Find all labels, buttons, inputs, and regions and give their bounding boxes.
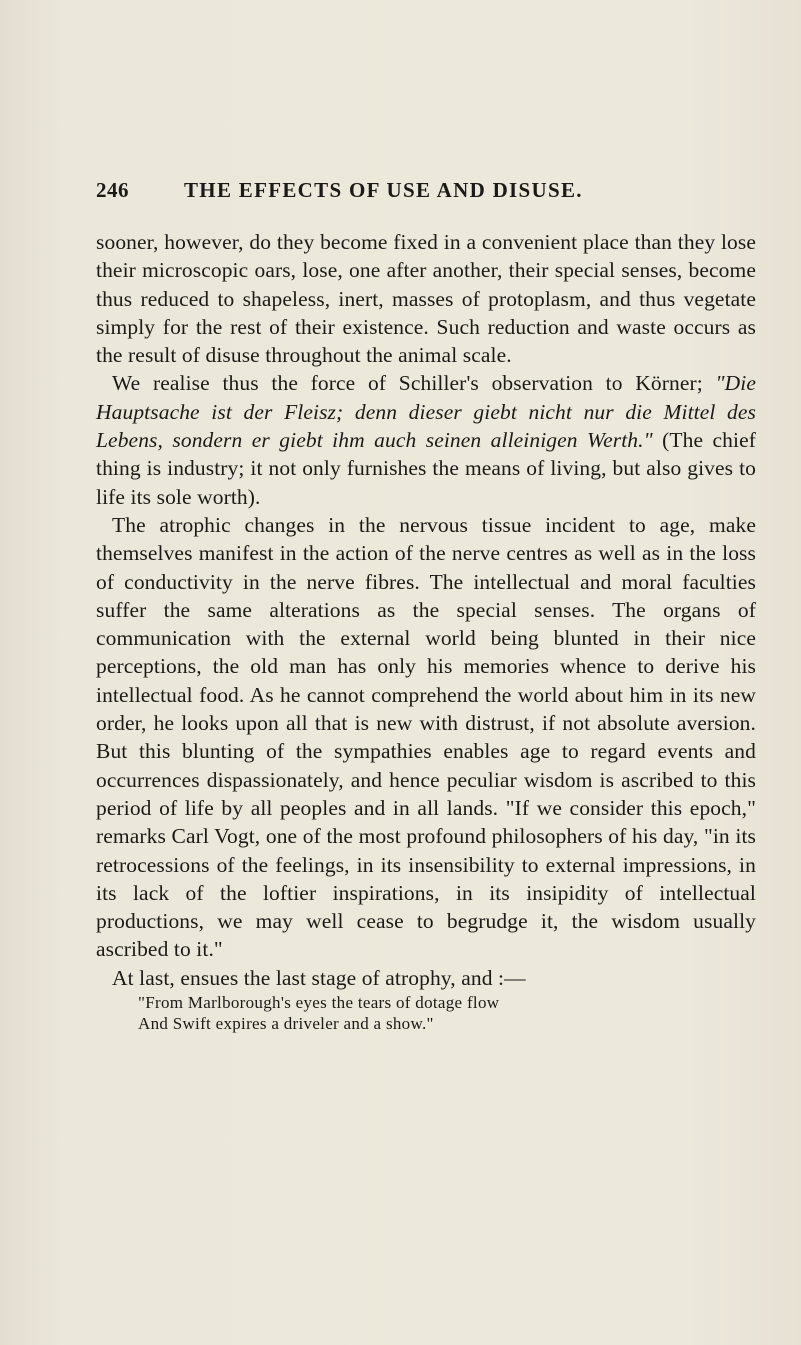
body-text [96, 228, 756, 1034]
running-title: THE EFFECTS OF USE AND DISUSE. [184, 178, 583, 202]
paragraph-2-lead: We realise thus the force of Schiller's observation to Körner; [112, 371, 716, 396]
running-head [96, 178, 751, 204]
paragraph-2-translation: (The chief thing is industry; it not only furnishes the means of living, but also gives to life its sole worth). [96, 428, 757, 509]
page-number: 246 [96, 178, 129, 202]
paragraph-1: sooner, however, do they become fixed in a convenient place than they lose their microscopic oars, lose, one after another, their special senses, become thus reduced to shapeless, inert, masses of protoplasm, and thus vegetate simply for the rest of their existence. Such reduction and waste occurs as the result of disuse throughout the animal scale. [96, 230, 756, 368]
paragraph-2 [96, 369, 756, 510]
verse-line-1: "From Marlborough's eyes the tears of dotage flow [138, 993, 500, 1013]
schiller-quote: "Die Hauptsache ist der Fleisz; denn dieser giebt nicht nur die Mittel des Lebens, sondern er giebt ihm auch seinen alleinigen Werth." [96, 371, 756, 453]
verse-line-2: And Swift expires a driveler and a show." [138, 1014, 434, 1034]
paragraph-3: The atrophic changes in the nervous tissue incident to age, make themselves manifest in the action of the nerve centres as well as in the loss of conductivity in the nerve fibres. The intellectual and moral faculties suffer the same alterations as the special senses. The organs of communication with the external world being blunted in their nice perceptions, the old man has only his memories whence to derive his intellectual food. As he cannot comprehend the world about him in its new order, he looks upon all that is new with distrust, if not absolute aversion. But this blunting of the sympathies enables age to regard events and occurrences dispassionately, and hence peculiar wisdom is ascribed to this period of life by all peoples and in all lands. "If we consider this epoch," remarks Carl Vogt, one of the most profound philosophers of his day, "in its retrocessions of the feelings, in its insensibility to external impressions, in its lack of the loftier inspirations, in its insipidity of intellectual productions, we may well cease to begrudge it, the wisdom usually ascribed to it." [96, 512, 756, 962]
paragraph-4: At last, ensues the last stage of atrophy, and :— [112, 965, 526, 990]
verse-quote [138, 992, 756, 1034]
